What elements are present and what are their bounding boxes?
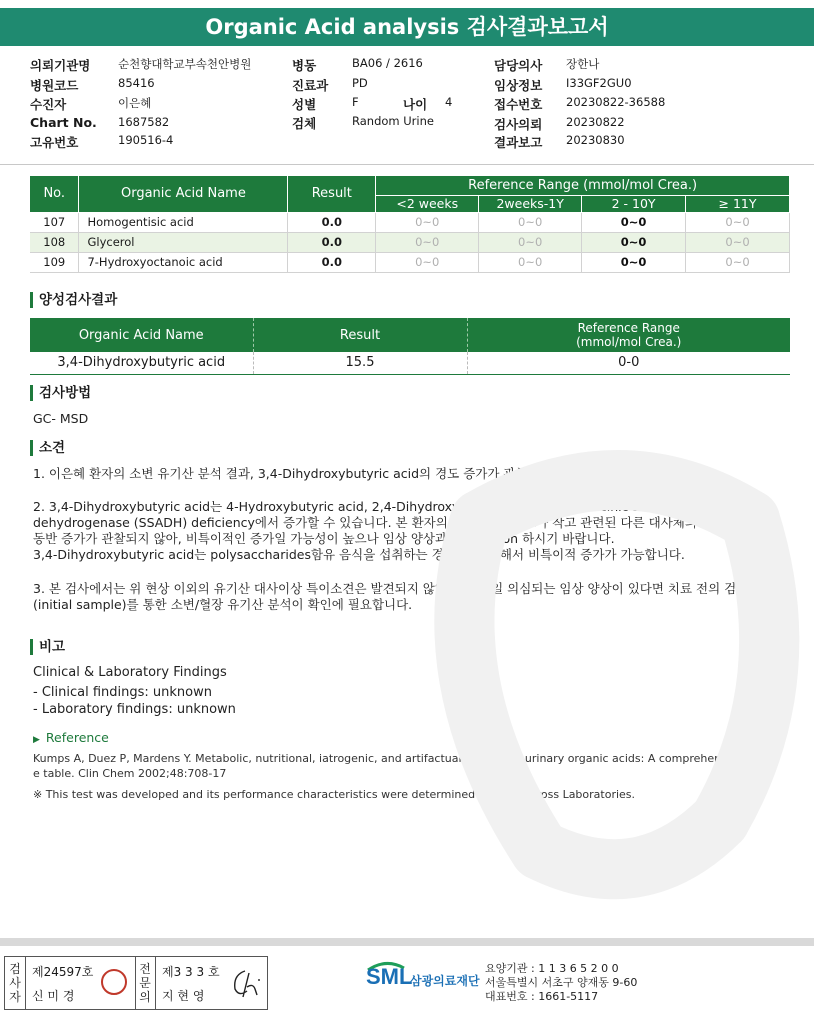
method-text: GC- MSD [33,411,89,426]
examiner-license: 제24597호 [32,965,94,979]
cell-ref-highlight: 0~0 [582,232,686,252]
reference-line: e table. Clin Chem 2002;48:708-17 [33,767,227,780]
cell-name: Glycerol [79,232,288,252]
remarks-line: - Laboratory findings: unknown [33,702,236,717]
cell-name: 3,4-Dihydroxybutyric acid [30,352,253,374]
cell-name: 7-Hydroxyoctanoic acid [79,252,288,272]
info-value: 20230830 [566,133,625,147]
cell-ref: 0~0 [686,252,790,272]
info-value: 순천향대학교부속천안병원 [118,57,252,71]
info-value: I33GF2GU0 [566,76,632,90]
cell-result: 0.0 [288,212,376,232]
signature-icon [227,965,263,1001]
header-divider [0,164,814,165]
age-group-header: 2 - 10Y [582,195,686,212]
org-name: 삼광의료재단 [410,974,480,988]
table-row [30,252,790,272]
info-label: 의뢰기관명 [30,58,91,73]
reviewer-license: 제3 3 3 호 [162,965,220,979]
cell-no: 108 [30,232,79,252]
cell-no: 107 [30,212,79,232]
info-label: 결과보고 [494,135,543,150]
seal-icon [101,969,127,995]
info-value: 1687582 [118,115,170,129]
info-label: 담당의사 [494,58,543,73]
cell-no: 109 [30,252,79,272]
info-label: 검사의뢰 [494,117,543,132]
reviewer-name: 지 현 영 [162,989,205,1003]
info-value: 85416 [118,76,155,90]
table-row [30,352,790,374]
info-label: 수진자 [30,97,67,112]
lab-note: ※ This test was developed and its performance characteristics were determined by GreenCross Laboratories. [33,788,636,801]
age-value: 4 [445,95,453,109]
col-header-name: Organic Acid Name [79,176,288,212]
cell-ref: 0~0 [376,252,479,272]
col-header-result: Result [288,176,376,212]
section-method-title: 검사방법 [30,385,91,401]
col-header-reference [467,318,790,352]
col-header-reference: Reference Range (mmol/mol Crea.) [376,176,790,195]
info-label: 성별 [292,97,317,112]
address: 서울특별시 서초구 양재동 9-60 [485,976,638,989]
info-value: Random Urine [352,114,434,128]
info-value: BA06 / 2616 [352,56,423,70]
cell-ref: 0~0 [479,212,582,232]
finding-paragraph-2-line: dehydrogenase (SSADH) deficiency에서 증가할 수 있습니다. 본 환자의 경우, 증가 정도가 작고 관련된 다른 대사체의 유의미한 [33,515,750,530]
finding-paragraph-2-line: 2. 3,4-Dihydroxybutyric acid는 4-Hydroxybutyric acid, 2,4-Dihydroxybutyric acid와 함께 Succinic semialdehyde [33,499,721,514]
cell-ref: 0~0 [686,212,790,232]
triangle-icon: ▶ [33,735,40,745]
info-label: 접수번호 [494,97,543,112]
ref-header-line2: (mmol/mol Crea.) [576,335,682,349]
info-label: 병원코드 [30,78,79,93]
reference-title: Reference [45,730,109,745]
examiner-label: 검사자 [9,962,21,1004]
cell-ref-highlight: 0~0 [582,252,686,272]
info-label: 검체 [292,116,317,131]
col-header-result: Result [253,318,467,352]
info-value: 장한나 [566,57,600,71]
info-label: 진료과 [292,78,329,93]
footer [0,950,814,1018]
info-value: 20230822 [566,115,625,129]
info-value: F [352,95,359,109]
examiner-name: 신 미 경 [32,989,75,1003]
finding-paragraph-1: 1. 이은혜 환자의 소변 유기산 분석 결과, 3,4-Dihydroxybutyric acid의 경도 증가가 관찰되었습니다. [33,466,592,481]
info-label: 고유번호 [30,135,79,150]
col-header-no: No. [30,176,79,212]
cell-result: 0.0 [288,252,376,272]
info-value: 190516-4 [118,133,174,147]
age-group-header: 2weeks-1Y [479,195,582,212]
info-value: PD [352,76,368,90]
info-value: 20230822-36588 [566,95,666,109]
sml-logo: SML [366,964,413,989]
cell-ref: 0~0 [479,252,582,272]
reference-heading [33,730,109,745]
finding-paragraph-2-line: 동반 증가가 관찰되지 않아, 비특이적인 증가일 가능성이 높으나 임상 양상과 correlation 하시기 바랍니다. [33,531,615,546]
info-label: 병동 [292,58,317,73]
cell-ref: 0-0 [467,352,790,374]
reviewer-label: 전문의 [139,962,151,1004]
table-row [30,212,790,232]
cell-ref: 0~0 [479,232,582,252]
finding-paragraph-3-line: 3. 본 검사에서는 위 현상 이외의 유기산 대사이상 특이소견은 발견되지 않았으나, 만일 의심되는 임상 양상이 있다면 치료 전의 검체 [33,581,749,596]
ref-header-line1: Reference Range [577,321,680,335]
finding-paragraph-3-line: (initial sample)를 통한 소변/혈장 유기산 분석이 확인에 필요합니다. [33,597,413,612]
phone: 대표번호 : 1661-5117 [485,990,599,1003]
section-findings-title: 소견 [30,440,65,456]
signature-box [4,956,268,1010]
cell-ref: 0~0 [686,232,790,252]
age-label: 나이 [403,97,428,112]
report-title: Organic Acid analysis 검사결과보고서 [0,8,814,46]
results-table [30,176,790,273]
table-row [30,232,790,252]
info-label: 임상정보 [494,78,543,93]
cell-ref: 0~0 [376,232,479,252]
info-value: 이은혜 [118,96,152,110]
positive-results-table [30,318,790,375]
cell-ref: 0~0 [376,212,479,232]
remarks-line: Clinical & Laboratory Findings [33,665,227,680]
cell-ref-highlight: 0~0 [582,212,686,232]
age-group-header: ≥ 11Y [686,195,790,212]
section-remarks-title: 비고 [30,639,65,655]
cell-result: 15.5 [253,352,467,374]
cell-name: Homogentisic acid [79,212,288,232]
col-header-name: Organic Acid Name [30,318,253,352]
cell-result: 0.0 [288,232,376,252]
remarks-line: - Clinical findings: unknown [33,685,212,700]
reference-line: Kumps A, Duez P, Mardens Y. Metabolic, nutritional, iatrogenic, and artifactual sources of urinary organic acids: A comprehensiv [33,752,737,765]
age-group-header: <2 weeks [376,195,479,212]
info-label: Chart No. [30,115,97,130]
section-positive-title: 양성검사결과 [30,292,117,308]
finding-paragraph-2-line: 3,4-Dihydroxybutyric acid는 polysaccharides함유 음식을 섭취하는 경우 등에 의해서 비특이적 증가가 가능합니다. [33,547,685,562]
footer-divider [0,938,814,946]
institution-code: 요양기관 : 1 1 3 6 5 2 0 0 [485,962,619,975]
